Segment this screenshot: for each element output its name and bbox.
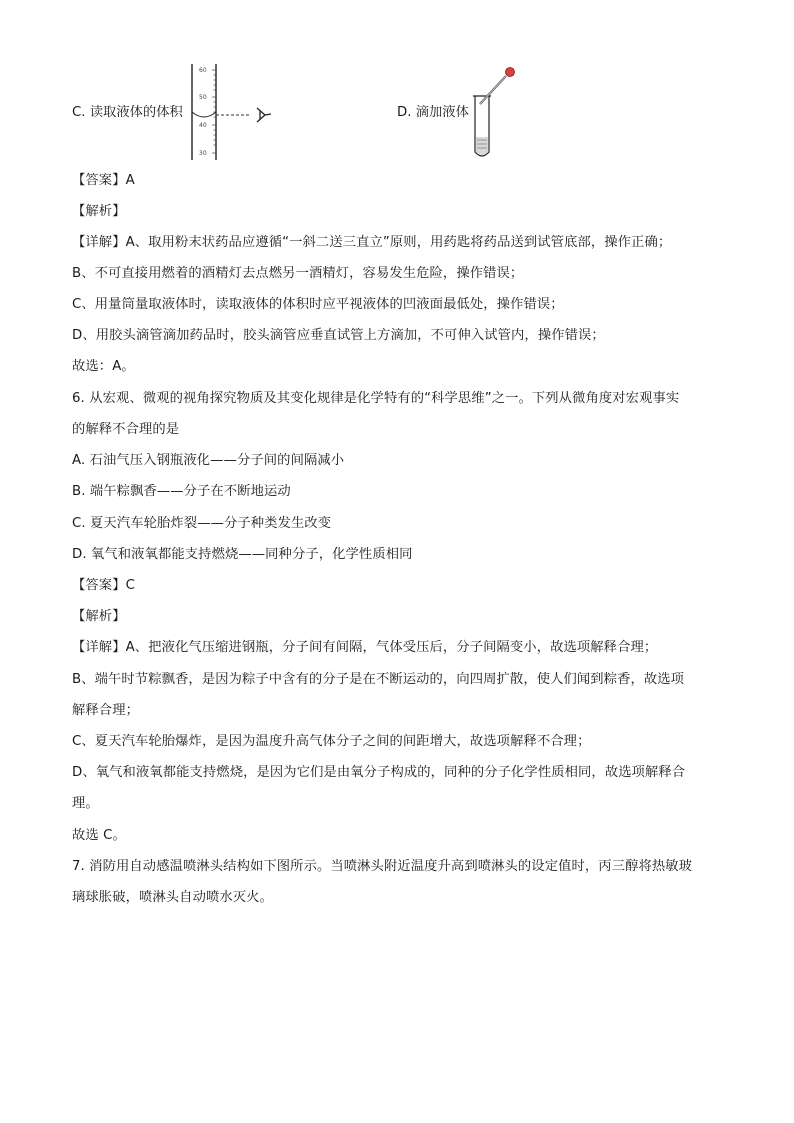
q6-detail-line: B、端午时节粽飘香，是因为粽子中含有的分子是在不断运动的，向四周扩散，使人们闻到粽香，故选项	[72, 672, 685, 687]
q6-analysis-heading: 【解析】	[72, 609, 126, 624]
q6-stem-line: 的解释不合理的是	[72, 422, 180, 437]
q6-option-a: A. 石油气压入钢瓶液化——分子间的间隔减小	[72, 453, 345, 468]
q6-detail-line: 【详解】A、把液化气压缩进钢瓶，分子间有间隔，气体受压后，分子间隔变小，故选项解释合理；	[72, 640, 658, 655]
q5-answer: 【答案】A	[72, 173, 135, 188]
q6-option-d: D. 氧气和液氧都能支持燃烧——同种分子，化学性质相同	[72, 547, 413, 562]
q5-detail-line: D、用胶头滴管滴加药品时，胶头滴管应垂直试管上方滴加，不可伸入试管内，操作错误；	[72, 328, 605, 343]
q5-detail-line: 【详解】A、取用粉末状药品应遵循“一斜二送三直立”原则，用药匙将药品送到试管底部，操作正确；	[72, 235, 672, 250]
test-tube-dropper-figure	[466, 62, 526, 162]
q5-analysis-heading: 【解析】	[72, 204, 126, 219]
q6-detail-line: C、夏天汽车轮胎爆炸，是因为温度升高气体分子之间的间距增大，故选项解释不合理；	[72, 734, 591, 749]
q6-detail-line: 解释合理；	[72, 703, 139, 718]
q6-detail-line: D、氧气和液氧都能支持燃烧，是因为它们是由氧分子构成的，同种的分子化学性质相同，故选项解释合	[72, 765, 686, 780]
graduated-cylinder-figure	[185, 62, 280, 162]
q6-stem-line: 6. 从宏观、微观的视角探究物质及其变化规律是化学特有的“科学思维”之一。下列从微角度对宏观事实	[72, 391, 680, 406]
q5-detail-line: B、不可直接用燃着的酒精灯去点燃另一酒精灯，容易发生危险，操作错误；	[72, 266, 524, 281]
q6-answer: 【答案】C	[72, 578, 135, 593]
q7-stem-line: 璃球胀破，喷淋头自动喷水灭火。	[72, 890, 273, 905]
option-d-label: D. 滴加液体	[397, 105, 469, 120]
cylinder-tick-50: 50	[199, 94, 207, 101]
cylinder-tick-60: 60	[199, 67, 207, 74]
cylinder-tick-40: 40	[199, 122, 207, 129]
q6-option-b: B. 端午粽飘香——分子在不断地运动	[72, 484, 291, 499]
q6-option-c: C. 夏天汽车轮胎炸裂——分子种类发生改变	[72, 516, 332, 531]
q6-detail-line: 理。	[72, 796, 99, 811]
q6-choose: 故选 C。	[72, 828, 126, 843]
q5-detail-line: C、用量筒量取液体时，读取液体的体积时应平视液体的凹液面最低处，操作错误；	[72, 297, 564, 312]
q7-stem-line: 7. 消防用自动感温喷淋头结构如下图所示。当喷淋头附近温度升高到喷淋头的设定值时，丙三醇将热敏玻	[72, 859, 693, 874]
cylinder-tick-30: 30	[199, 150, 207, 157]
option-c-label: C. 读取液体的体积	[72, 105, 183, 120]
q5-choose: 故选：A。	[72, 359, 135, 374]
